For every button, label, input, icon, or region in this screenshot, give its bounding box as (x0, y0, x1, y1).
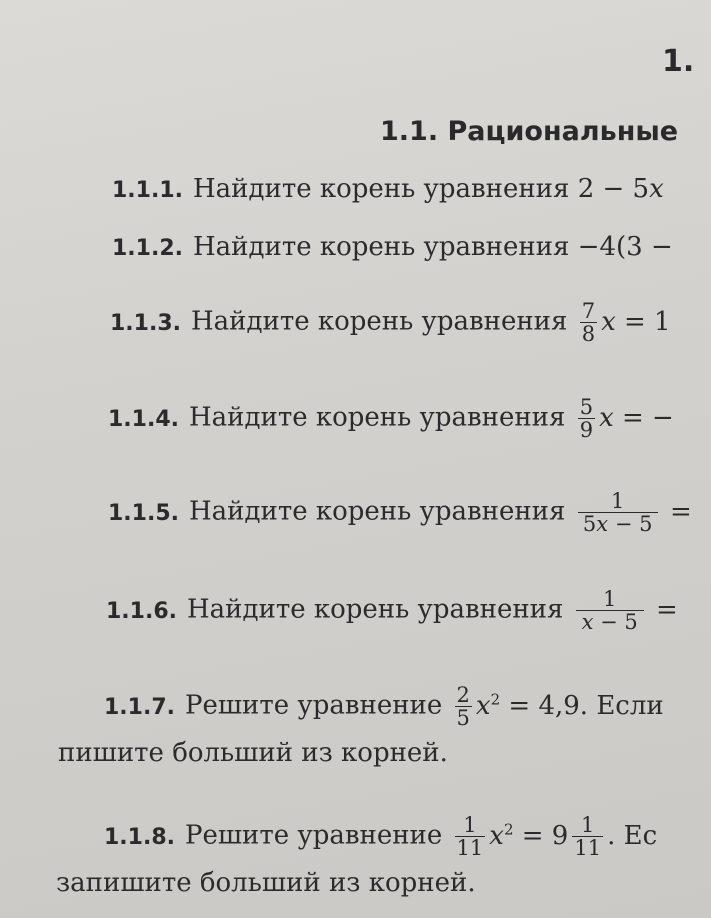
equation-part: = (647, 594, 678, 625)
problem-1-1-2 (112, 232, 673, 262)
denominator-part: − 5 (593, 610, 638, 635)
fraction-denominator: 9 (579, 418, 594, 443)
fraction (576, 588, 644, 633)
problem-text: Найдите корень уравнения (189, 496, 566, 527)
variable: x (649, 174, 664, 204)
fraction (455, 684, 472, 729)
problem-text: Решите уравнение (185, 690, 443, 721)
equation-part: . Ес (607, 820, 658, 851)
equation (574, 489, 692, 537)
fraction-denominator: 11 (574, 836, 602, 861)
fraction-numerator: 2 (456, 683, 470, 707)
fraction-numerator: 1 (576, 588, 644, 611)
equation-part: = − (613, 402, 674, 433)
fraction (580, 300, 597, 345)
equation-part: = (661, 496, 692, 527)
problem-1-1-3 (110, 300, 671, 345)
variable: x (475, 690, 491, 721)
problem-number: 1.1.8. (104, 824, 175, 850)
problem-1-1-4 (108, 396, 674, 441)
fraction (572, 814, 603, 859)
fraction-numerator: 1 (578, 490, 658, 513)
problem-1-1-7-continuation: пишите больший из корней. (58, 738, 448, 768)
fraction (455, 814, 486, 859)
chapter-number: 1. (662, 44, 695, 79)
equation: −4(3 − (577, 232, 673, 262)
problem-number: 1.1.1. (112, 178, 183, 203)
fraction-denominator: 11 (456, 836, 484, 861)
problem-number: 1.1.4. (108, 406, 179, 432)
problem-1-1-7 (104, 684, 664, 729)
fraction-denominator (578, 513, 658, 535)
problem-1-1-8 (104, 814, 657, 859)
fraction-denominator: 8 (581, 322, 596, 347)
equation (572, 587, 678, 635)
problem-1-1-6 (106, 588, 678, 633)
equation (576, 299, 671, 347)
equation-part: = 1 (615, 306, 671, 337)
exponent: 2 (490, 689, 501, 708)
fraction-denominator: 5 (456, 706, 470, 731)
variable: x (489, 820, 504, 851)
fraction (578, 490, 658, 535)
fraction-denominator (576, 611, 644, 633)
fraction (578, 396, 595, 441)
problem-text: Найдите корень уравнения (193, 232, 570, 262)
problem-1-1-8-continuation: запишите больший из корней. (56, 868, 476, 898)
denominator-coefficient: 5 (582, 512, 597, 537)
problem-number: 1.1.2. (112, 236, 183, 261)
exponent: 2 (503, 819, 514, 838)
section-title: 1.1. Рациональные (380, 116, 679, 147)
equation-part: 2 − 5 (577, 174, 650, 204)
problem-number: 1.1.7. (104, 694, 175, 720)
equation (578, 174, 664, 204)
equation (451, 813, 658, 861)
equation (451, 683, 664, 731)
variable: x (601, 306, 616, 337)
equation-part: = 4,9. Если (500, 690, 664, 721)
problem-number: 1.1.5. (108, 500, 179, 526)
fraction-numerator: 1 (572, 814, 603, 837)
problem-text: Найдите корень уравнения (191, 306, 568, 337)
problem-number: 1.1.6. (106, 598, 177, 624)
problem-text: Найдите корень уравнения (187, 594, 564, 625)
equation-part: = 9 (513, 820, 569, 851)
fraction-numerator: 1 (455, 814, 486, 837)
equation (574, 395, 674, 443)
fraction-numerator: 5 (579, 395, 594, 419)
problem-1-1-5 (108, 490, 692, 535)
variable: x (581, 610, 594, 635)
problem-number: 1.1.3. (110, 310, 181, 336)
variable: x (599, 402, 614, 433)
problem-text: Найдите корень уравнения (189, 402, 566, 433)
problem-text: Найдите корень уравнения (193, 174, 570, 204)
problem-1-1-1 (112, 174, 664, 204)
variable: x (596, 512, 609, 537)
denominator-part: − 5 (608, 512, 653, 537)
problem-text: Решите уравнение (185, 820, 443, 851)
fraction-numerator: 7 (581, 299, 596, 323)
